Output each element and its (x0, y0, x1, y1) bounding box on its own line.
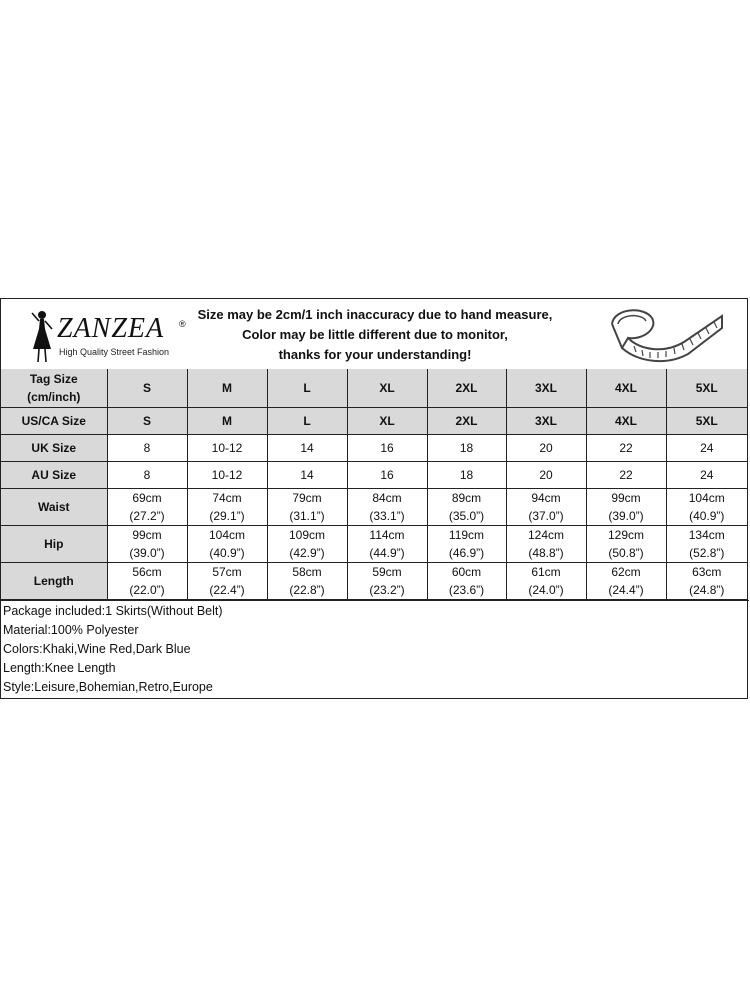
table-cell (427, 525, 506, 562)
woman-silhouette-icon (29, 309, 55, 363)
table-cell (187, 407, 267, 434)
table-cell (427, 488, 506, 525)
cell-line: (33.1”) (369, 508, 405, 523)
cell-line: 2XL (455, 380, 478, 395)
size-chart (0, 298, 748, 699)
cell-line: 119cm (448, 527, 485, 542)
cell-line: L (303, 413, 311, 428)
table-cell (187, 369, 267, 407)
table-cell (427, 369, 506, 407)
table-cell (666, 434, 747, 461)
cell-line: (42.9”) (289, 545, 325, 560)
cell-line: 14 (300, 467, 314, 482)
measure-notice (196, 305, 554, 365)
cell-line: L (303, 380, 311, 395)
cell-line: 61cm (531, 564, 561, 579)
table-cell (506, 369, 586, 407)
cell-line: 69cm (132, 490, 162, 505)
table-cell (586, 488, 666, 525)
row-label (1, 407, 107, 434)
cell-line: 62cm (611, 564, 641, 579)
brand-tagline: High Quality Street Fashion (59, 347, 170, 357)
table-cell (267, 407, 347, 434)
brand-logo (29, 307, 199, 363)
cell-line: 99cm (132, 527, 162, 542)
row-label (1, 488, 107, 525)
notice-line: Color may be little different due to monitor, (242, 327, 508, 342)
table-cell (267, 434, 347, 461)
table-cell (427, 562, 506, 599)
cell-line: (24.4”) (608, 582, 644, 597)
size-table (1, 369, 747, 600)
row-label (1, 461, 107, 488)
cell-line: (40.9”) (209, 545, 245, 560)
table-cell (187, 434, 267, 461)
table-cell (506, 434, 586, 461)
cell-line: 104cm (688, 490, 725, 505)
cell-line: 2XL (455, 413, 478, 428)
row-label (1, 562, 107, 599)
cell-line: (50.8”) (608, 545, 644, 560)
cell-line: 63cm (692, 564, 722, 579)
table-cell (666, 407, 747, 434)
cell-line: 16 (380, 467, 394, 482)
row-label-line: Waist (37, 499, 70, 514)
cell-line: (35.0”) (448, 508, 485, 523)
cell-line: (37.0”) (528, 508, 564, 523)
notice-line: thanks for your understanding! (278, 347, 472, 362)
cell-line: XL (379, 380, 395, 395)
cell-line: 94cm (531, 490, 561, 505)
cell-line: 8 (143, 440, 151, 455)
info-line: Length:Knee Length (3, 661, 116, 675)
cell-line: 129cm (607, 527, 645, 542)
cell-line: (39.0”) (608, 508, 644, 523)
cell-line: 16 (380, 440, 394, 455)
brand-name: ZANZEA (57, 313, 165, 344)
table-cell (666, 562, 747, 599)
cell-line: 60cm (451, 564, 482, 579)
cell-line: (23.6”) (448, 582, 485, 597)
table-cell (347, 562, 427, 599)
table-cell (506, 488, 586, 525)
cell-line: XL (379, 413, 395, 428)
cell-line: (52.8”) (689, 545, 725, 560)
table-cell (586, 407, 666, 434)
table-cell (107, 562, 187, 599)
cell-line: (29.1”) (209, 508, 245, 523)
table-cell (107, 461, 187, 488)
row-tag-size (1, 369, 747, 407)
cell-line: M (222, 413, 232, 428)
table-cell (666, 461, 747, 488)
cell-line: S (142, 380, 151, 395)
row-label-line: UK Size (31, 440, 77, 455)
cell-line: 124cm (527, 527, 565, 542)
row-label-line: (cm/inch) (27, 389, 81, 404)
table-cell (107, 525, 187, 562)
table-cell (427, 407, 506, 434)
cell-line: 10-12 (211, 467, 243, 482)
cell-line: 22 (619, 440, 633, 455)
cell-line: 24 (700, 467, 714, 482)
table-cell (267, 562, 347, 599)
cell-line: (24.0”) (528, 582, 564, 597)
table-cell (347, 369, 427, 407)
registered-mark: ® (179, 319, 186, 329)
table-cell (586, 562, 666, 599)
cell-line: 4XL (614, 413, 637, 428)
row-label-line: Hip (44, 536, 64, 551)
info-line: Colors:Khaki,Wine Red,Dark Blue (3, 642, 191, 656)
cell-line: (40.9”) (689, 508, 725, 523)
table-cell (506, 407, 586, 434)
cell-line: (22.4”) (209, 582, 245, 597)
cell-line: (24.8”) (689, 582, 725, 597)
row-uk-size (1, 434, 747, 461)
table-cell (267, 488, 347, 525)
cell-line: 74cm (212, 490, 242, 505)
info-line: Material:100% Polyester (3, 623, 139, 637)
cell-line: 56cm (132, 564, 162, 579)
product-info (1, 600, 749, 697)
table-cell (187, 461, 267, 488)
table-cell (506, 461, 586, 488)
table-cell (427, 434, 506, 461)
table-cell (107, 369, 187, 407)
table-cell (427, 461, 506, 488)
cell-line: 57cm (212, 564, 242, 579)
row-label (1, 525, 107, 562)
table-cell (107, 407, 187, 434)
cell-line: 3XL (534, 413, 557, 428)
table-cell (586, 461, 666, 488)
notice-line: Size may be 2cm/1 inch inaccuracy due to hand measure, (197, 307, 553, 322)
cell-line: 59cm (372, 564, 402, 579)
cell-line: (46.9”) (448, 545, 485, 560)
table-cell (666, 488, 747, 525)
info-line: Package included:1 Skirts(Without Belt) (3, 604, 223, 618)
row-label-line: AU Size (31, 467, 77, 482)
cell-line: 84cm (372, 490, 402, 505)
row-label (1, 369, 107, 407)
table-cell (107, 434, 187, 461)
table-cell (347, 407, 427, 434)
cell-line: 99cm (611, 490, 641, 505)
cell-line: 10-12 (211, 440, 243, 455)
cell-line: 79cm (292, 490, 322, 505)
cell-line: 18 (459, 440, 474, 455)
cell-line: 18 (459, 467, 474, 482)
measuring-tape-icon (604, 302, 726, 366)
row-hip (1, 525, 747, 562)
cell-line: 134cm (688, 527, 725, 542)
chart-header (1, 299, 747, 370)
cell-line: M (222, 380, 232, 395)
row-label-line: US/CA Size (21, 413, 86, 428)
row-label (1, 434, 107, 461)
table-cell (187, 562, 267, 599)
cell-line: 24 (700, 440, 714, 455)
cell-line: S (142, 413, 151, 428)
table-cell (586, 434, 666, 461)
cell-line: 58cm (292, 564, 322, 579)
table-cell (267, 461, 347, 488)
cell-line: (22.0”) (129, 582, 165, 597)
cell-line: 5XL (695, 413, 718, 428)
table-cell (506, 525, 586, 562)
cell-line: 109cm (288, 527, 326, 542)
table-cell (506, 562, 586, 599)
row-label-line: Tag Size (29, 371, 78, 386)
cell-line: (27.2”) (129, 508, 165, 523)
table-cell (347, 488, 427, 525)
cell-line: 20 (539, 440, 553, 455)
table-cell (347, 461, 427, 488)
cell-line: (39.0”) (129, 545, 165, 560)
table-cell (107, 488, 187, 525)
row-waist (1, 488, 747, 525)
table-cell (267, 369, 347, 407)
cell-line: 4XL (614, 380, 637, 395)
cell-line: (22.8”) (289, 582, 325, 597)
row-us-ca-size (1, 407, 747, 434)
cell-line: 89cm (451, 490, 482, 505)
table-cell (347, 434, 427, 461)
cell-line: (44.9”) (369, 545, 405, 560)
table-cell (347, 525, 427, 562)
table-cell (666, 525, 747, 562)
cell-line: 3XL (534, 380, 557, 395)
row-length (1, 562, 747, 599)
info-line: Style:Leisure,Bohemian,Retro,Europe (3, 680, 213, 694)
table-cell (267, 525, 347, 562)
table-cell (187, 488, 267, 525)
row-label-line: Length (33, 573, 74, 588)
cell-line: 8 (143, 467, 151, 482)
cell-line: 114cm (369, 527, 405, 542)
cell-line: (48.8”) (528, 545, 564, 560)
cell-line: 5XL (695, 380, 718, 395)
cell-line: (23.2”) (369, 582, 405, 597)
table-cell (586, 369, 666, 407)
row-au-size (1, 461, 747, 488)
cell-line: (31.1”) (289, 508, 325, 523)
cell-line: 20 (539, 467, 553, 482)
table-cell (586, 525, 666, 562)
table-cell (666, 369, 747, 407)
cell-line: 14 (300, 440, 314, 455)
cell-line: 104cm (208, 527, 246, 542)
table-cell (187, 525, 267, 562)
cell-line: 22 (619, 467, 633, 482)
